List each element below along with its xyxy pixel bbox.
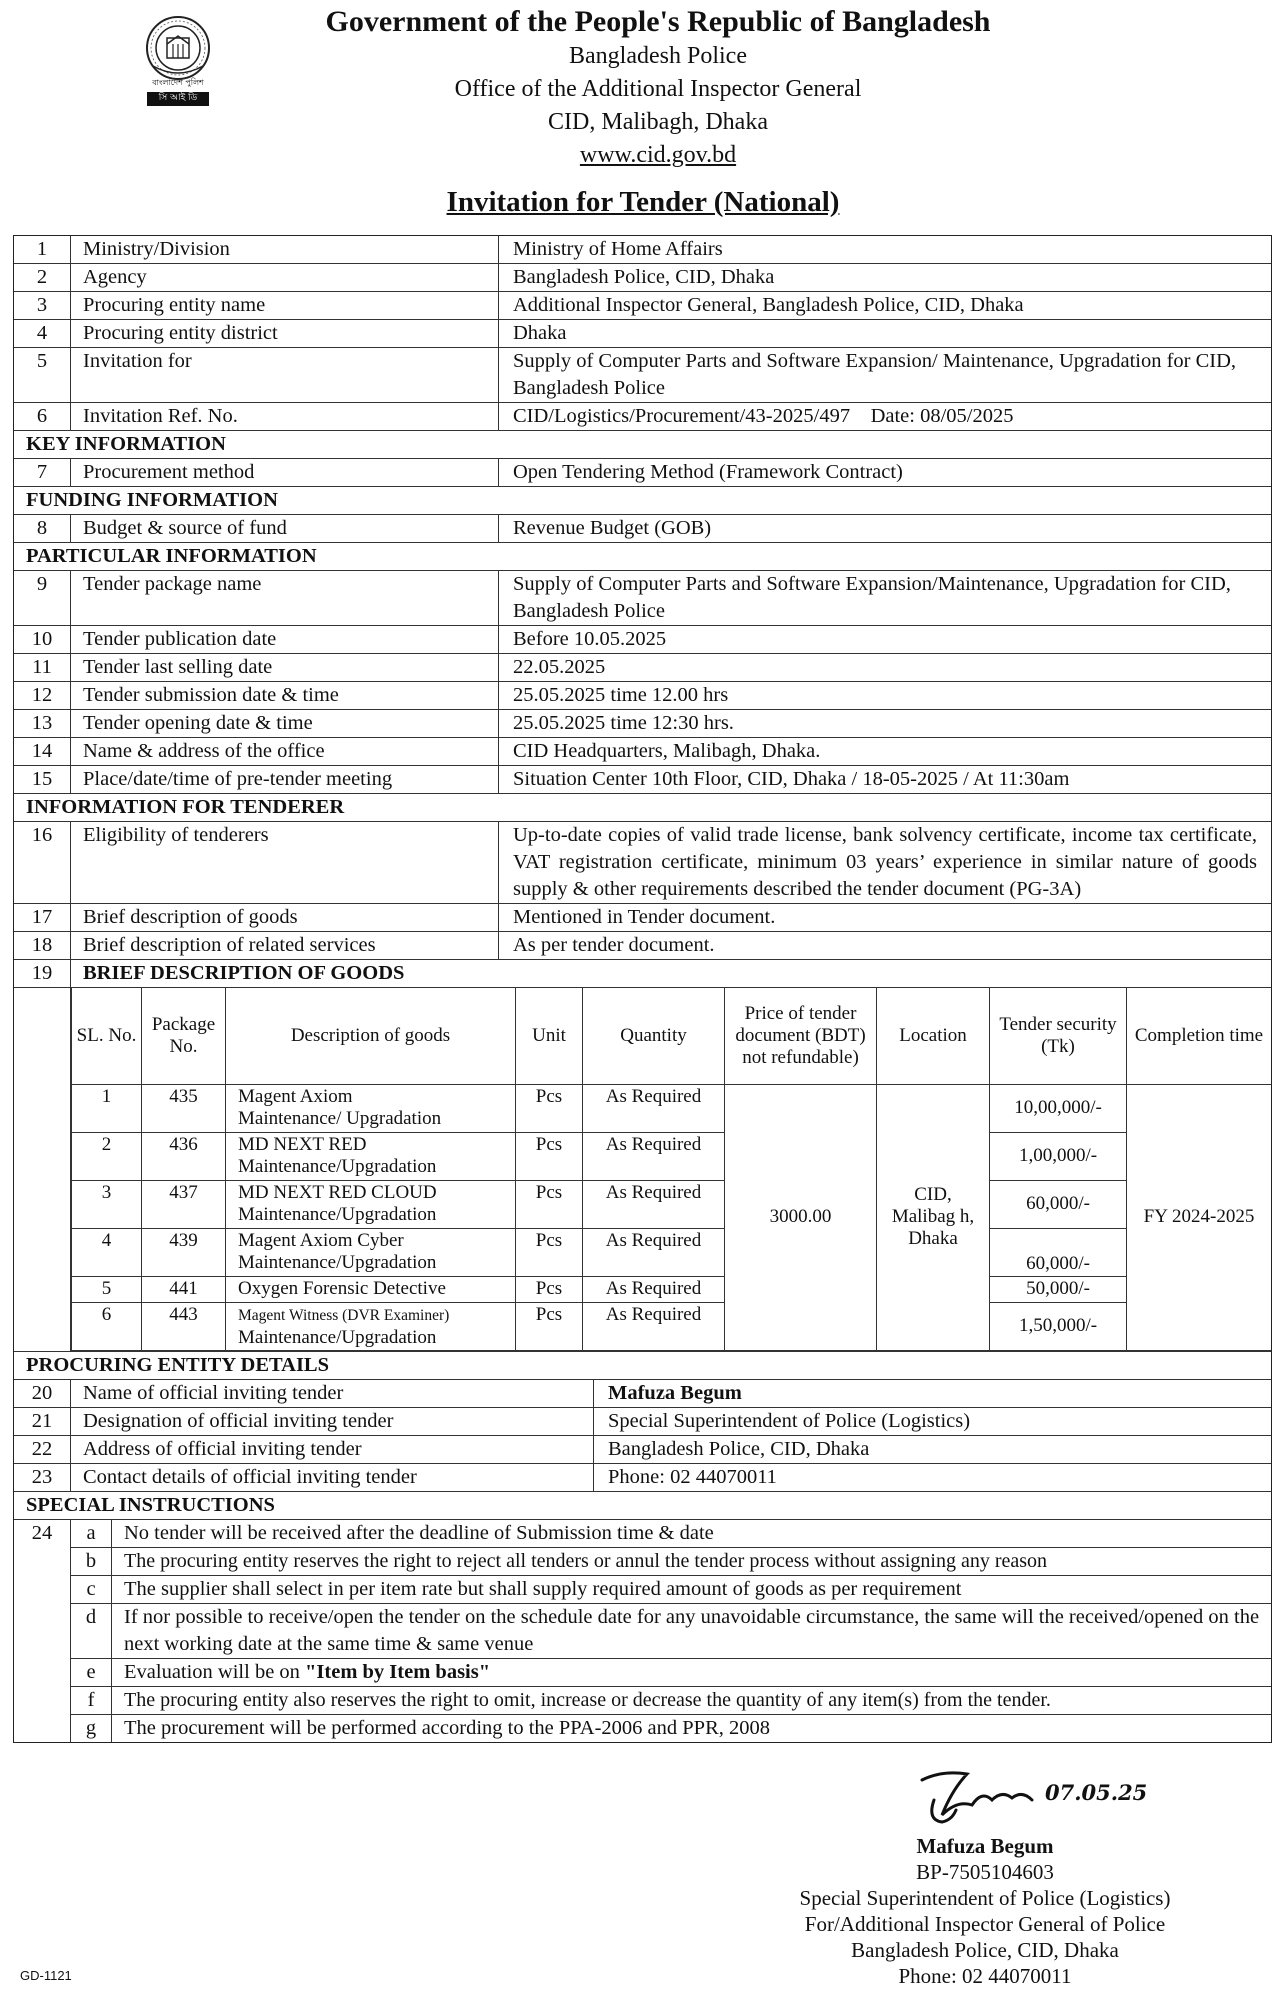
reference-date: Date: 08/05/2025 <box>870 405 1014 427</box>
table-row <box>14 571 1271 626</box>
goods-quantity: As Required <box>583 1132 725 1180</box>
goods-quantity: As Required <box>583 1180 725 1228</box>
goods-sl: 6 <box>72 1302 142 1350</box>
instruction-item <box>71 1687 1271 1715</box>
goods-security: 1,00,000/- <box>990 1132 1127 1180</box>
col-header-quantity: Quantity <box>583 988 725 1084</box>
row-label: Agency <box>71 264 499 291</box>
instruction-letter: c <box>71 1576 112 1603</box>
section-title: PARTICULAR INFORMATION <box>26 545 317 567</box>
row-number: 23 <box>14 1464 71 1491</box>
col-header-package: Package No. <box>142 988 226 1084</box>
goods-package: 441 <box>142 1276 226 1302</box>
section-title: FUNDING INFORMATION <box>26 489 278 511</box>
goods-sl: 1 <box>72 1084 142 1132</box>
signatory-phone: Phone: 02 44070011 <box>898 1964 1072 1988</box>
goods-package: 436 <box>142 1132 226 1180</box>
goods-desc-line: Magent Witness (DVR Examiner) <box>238 1306 450 1324</box>
instruction-text: The supplier shall select in per item rate but shall supply required amount of goods as per requirement <box>124 1577 962 1600</box>
row-value: 25.05.2025 time 12:30 hrs. <box>513 712 734 734</box>
goods-row <box>72 1302 1272 1350</box>
goods-unit: Pcs <box>516 1228 583 1276</box>
goods-price: 3000.00 <box>725 1084 877 1350</box>
goods-description <box>226 1302 516 1350</box>
footer-code: GD-1121 <box>20 1968 72 1983</box>
goods-security: 50,000/- <box>990 1276 1127 1302</box>
section-header <box>14 543 1271 571</box>
goods-table-wrap <box>14 988 1271 1352</box>
signatory-for: For/Additional Inspector General of Police <box>804 1912 1166 1936</box>
row-number: 24 <box>14 1520 71 1742</box>
row-number: 20 <box>14 1380 71 1407</box>
instruction-text: The procuring entity reserves the right to reject all tenders or annul the tender process without assigning any reason <box>124 1549 1048 1572</box>
tender-table <box>13 235 1272 1743</box>
row-number: 19 <box>14 960 71 987</box>
goods-unit: Pcs <box>516 1084 583 1132</box>
goods-security: 1,50,000/- <box>990 1302 1127 1350</box>
row-label: Contact details of official inviting tender <box>71 1464 594 1491</box>
goods-row <box>72 1180 1272 1228</box>
goods-header-row <box>72 988 1272 1084</box>
row-number: 8 <box>14 515 71 542</box>
col-header-sl: SL. No. <box>72 988 142 1084</box>
goods-package: 439 <box>142 1228 226 1276</box>
table-row <box>14 1464 1271 1492</box>
goods-section-title: BRIEF DESCRIPTION OF GOODS <box>83 962 405 984</box>
row-label: Brief description of goods <box>71 904 499 931</box>
goods-desc-line: Maintenance/Upgradation <box>238 1251 437 1273</box>
goods-desc-line: Maintenance/Upgradation <box>238 1155 437 1177</box>
signatory-block <box>700 1833 1270 1989</box>
goods-sl: 2 <box>72 1132 142 1180</box>
document-title: Invitation for Tender (National) <box>446 186 840 218</box>
row-number: 9 <box>14 571 71 625</box>
goods-row <box>72 1276 1272 1302</box>
section-header <box>14 487 1271 515</box>
goods-desc-line: Maintenance/ Upgradation <box>238 1107 442 1129</box>
row-label: Name of official inviting tender <box>71 1380 594 1407</box>
goods-quantity: As Required <box>583 1228 725 1276</box>
row-number: 1 <box>14 236 71 263</box>
section-header <box>14 1352 1271 1380</box>
instruction-text: The procurement will be performed according to the PPA-2006 and PPR, 2008 <box>124 1716 771 1739</box>
row-value: Supply of Computer Parts and Software Expansion/Maintenance, Upgradation for CID, Bangladesh Police <box>513 573 1231 622</box>
goods-completion: FY 2024-2025 <box>1127 1084 1272 1350</box>
row-label: Tender last selling date <box>71 654 499 681</box>
letterhead <box>230 4 1086 172</box>
instruction-text: The procuring entity also reserves the right to omit, increase or decrease the quantity of any item(s) from the tender. <box>124 1688 1051 1711</box>
table-row <box>14 822 1271 904</box>
row-label: Address of official inviting tender <box>71 1436 594 1463</box>
row-label: Invitation for <box>71 348 499 402</box>
table-row <box>14 1408 1271 1436</box>
goods-sl: 5 <box>72 1276 142 1302</box>
instruction-item <box>71 1548 1271 1576</box>
row-label: Tender publication date <box>71 626 499 653</box>
row-number: 10 <box>14 626 71 653</box>
logo-caption: বাংলাদেশ পুলিশ <box>152 78 204 87</box>
reference-number: CID/Logistics/Procurement/43-2025/497 <box>513 405 851 427</box>
goods-desc-line: Oxygen Forensic Detective <box>238 1277 446 1299</box>
goods-description <box>226 1276 516 1302</box>
table-row <box>14 515 1271 543</box>
row-number: 4 <box>14 320 71 347</box>
goods-quantity: As Required <box>583 1276 725 1302</box>
row-value: Supply of Computer Parts and Software Expansion/ Maintenance, Upgradation for CID, Bangladesh Police <box>513 350 1237 399</box>
instruction-item <box>71 1715 1271 1742</box>
col-header-description: Description of goods <box>226 988 516 1084</box>
goods-package: 435 <box>142 1084 226 1132</box>
goods-location: CID, Malibag h, Dhaka <box>877 1084 990 1350</box>
row-value: Additional Inspector General, Bangladesh Police, CID, Dhaka <box>513 294 1024 316</box>
goods-package: 443 <box>142 1302 226 1350</box>
table-row <box>14 682 1271 710</box>
row-number: 7 <box>14 459 71 486</box>
row-value: Dhaka <box>513 322 567 344</box>
table-row <box>14 292 1271 320</box>
goods-desc-line: Magent Axiom Cyber <box>238 1229 404 1251</box>
table-row <box>14 626 1271 654</box>
row-value: Bangladesh Police, CID, Dhaka <box>513 266 775 288</box>
goods-desc-line: Maintenance/Upgradation <box>238 1326 437 1348</box>
row-label: Procuring entity district <box>71 320 499 347</box>
row-label: Tender package name <box>71 571 499 625</box>
goods-unit: Pcs <box>516 1302 583 1350</box>
row-label: Procuring entity name <box>71 292 499 319</box>
address-line: CID, Malibagh, Dhaka <box>548 109 768 135</box>
signatory-name: Mafuza Begum <box>916 1834 1054 1858</box>
table-row <box>14 932 1271 960</box>
goods-package: 437 <box>142 1180 226 1228</box>
row-label: Place/date/time of pre-tender meeting <box>71 766 499 793</box>
instruction-text: If nor possible to receive/open the tender on the schedule date for any unavoidable circumstance, the same will the received/opened on the next working date at the same time & same venue <box>124 1605 1260 1655</box>
instruction-text: No tender will be received after the deadline of Submission time & date <box>124 1521 714 1544</box>
row-number: 2 <box>14 264 71 291</box>
col-header-unit: Unit <box>516 988 583 1084</box>
table-row <box>14 320 1271 348</box>
instruction-letter: a <box>71 1520 112 1547</box>
section-header <box>14 794 1271 822</box>
table-row <box>14 264 1271 292</box>
row-label: Budget & source of fund <box>71 515 499 542</box>
table-row <box>14 904 1271 932</box>
col-header-completion: Completion time <box>1127 988 1272 1084</box>
instruction-item <box>71 1604 1271 1659</box>
goods-unit: Pcs <box>516 1132 583 1180</box>
instruction-letter: g <box>71 1715 112 1742</box>
table-row <box>14 348 1271 403</box>
goods-desc-line: MD NEXT RED <box>238 1133 367 1155</box>
instruction-letter: d <box>71 1604 112 1658</box>
row-number: 16 <box>14 822 71 903</box>
special-instructions <box>14 1520 1271 1742</box>
row-value: Ministry of Home Affairs <box>513 238 723 260</box>
col-header-price: Price of tender document (BDT) not refundable) <box>725 988 877 1084</box>
goods-description <box>226 1180 516 1228</box>
row-number: 5 <box>14 348 71 402</box>
row-value: Before 10.05.2025 <box>513 628 667 650</box>
row-value: 22.05.2025 <box>513 656 606 678</box>
row-number: 3 <box>14 292 71 319</box>
goods-description <box>226 1132 516 1180</box>
signatory-designation: Special Superintendent of Police (Logistics) <box>799 1886 1171 1910</box>
table-row <box>14 459 1271 487</box>
table-row <box>14 236 1271 264</box>
table-row <box>14 766 1271 794</box>
row-label: Ministry/Division <box>71 236 499 263</box>
row-number: 21 <box>14 1408 71 1435</box>
goods-description <box>226 1228 516 1276</box>
instruction-item <box>71 1576 1271 1604</box>
table-row <box>14 403 1271 431</box>
goods-desc-line: Magent Axiom <box>238 1085 353 1107</box>
goods-security: 60,000/- <box>990 1180 1127 1228</box>
goods-indent <box>14 988 71 1351</box>
instruction-letter: e <box>71 1659 112 1686</box>
row-value <box>499 403 1271 430</box>
row-number: 13 <box>14 710 71 737</box>
goods-description <box>226 1084 516 1132</box>
row-number: 14 <box>14 738 71 765</box>
government-title: Government of the People's Republic of Bangladesh <box>325 5 991 38</box>
instruction-letter: f <box>71 1687 112 1714</box>
section-title: KEY INFORMATION <box>26 433 226 455</box>
row-value: As per tender document. <box>513 934 715 956</box>
office-line: Office of the Additional Inspector General <box>454 76 862 102</box>
goods-unit: Pcs <box>516 1180 583 1228</box>
goods-unit: Pcs <box>516 1276 583 1302</box>
row-label: Tender submission date & time <box>71 682 499 709</box>
row-value: Situation Center 10th Floor, CID, Dhaka / 18-05-2025 / At 11:30am <box>513 768 1070 790</box>
goods-desc-line: MD NEXT RED CLOUD <box>238 1181 437 1203</box>
row-number: 6 <box>14 403 71 430</box>
instruction-item <box>71 1659 1271 1687</box>
row-value: Open Tendering Method (Framework Contract) <box>513 461 903 483</box>
goods-quantity: As Required <box>583 1302 725 1350</box>
goods-quantity: As Required <box>583 1084 725 1132</box>
row-number: 17 <box>14 904 71 931</box>
row-label: Designation of official inviting tender <box>71 1408 594 1435</box>
row-label: Tender opening date & time <box>71 710 499 737</box>
table-row <box>14 1380 1271 1408</box>
instruction-item <box>71 1520 1271 1548</box>
section-header <box>14 431 1271 459</box>
goods-row <box>72 1228 1272 1276</box>
section-title: PROCURING ENTITY DETAILS <box>26 1353 329 1376</box>
table-row <box>14 738 1271 766</box>
signatory-office: Bangladesh Police, CID, Dhaka <box>851 1938 1119 1962</box>
row-label: Brief description of related services <box>71 932 499 959</box>
goods-sl: 4 <box>72 1228 142 1276</box>
row-number: 12 <box>14 682 71 709</box>
section-title: SPECIAL INSTRUCTIONS <box>26 1493 275 1516</box>
instruction-text <box>112 1659 1271 1686</box>
row-value: Revenue Budget (GOB) <box>513 517 712 539</box>
row-value: Mafuza Begum <box>608 1381 742 1404</box>
row-number: 11 <box>14 654 71 681</box>
signature-date: 07.05.25 <box>1045 1780 1148 1805</box>
section-header <box>14 1492 1271 1520</box>
website-link[interactable]: www.cid.gov.bd <box>579 142 737 168</box>
col-header-location: Location <box>877 988 990 1084</box>
row-value: Bangladesh Police, CID, Dhaka <box>608 1437 870 1460</box>
row-label: Eligibility of tenderers <box>71 822 499 903</box>
row-label: Name & address of the office <box>71 738 499 765</box>
instruction-letter: b <box>71 1548 112 1575</box>
department-line: Bangladesh Police <box>569 43 747 69</box>
row-value: 25.05.2025 time 12.00 hrs <box>513 684 729 706</box>
goods-desc-line: Maintenance/Upgradation <box>238 1203 437 1225</box>
row-number: 22 <box>14 1436 71 1463</box>
logo-tag: সি আই ডি <box>158 93 198 103</box>
col-header-security: Tender security (Tk) <box>990 988 1127 1084</box>
goods-sl: 3 <box>72 1180 142 1228</box>
instruction-list <box>71 1520 1271 1742</box>
table-row <box>14 960 1271 988</box>
row-value: Phone: 02 44070011 <box>608 1465 777 1488</box>
table-row <box>14 710 1271 738</box>
table-row <box>14 1436 1271 1464</box>
goods-row <box>72 1132 1272 1180</box>
goods-security: 10,00,000/- <box>990 1084 1127 1132</box>
row-value: Mentioned in Tender document. <box>513 906 776 928</box>
goods-table <box>71 988 1271 1351</box>
instruction-text-part: Evaluation will be on <box>124 1660 306 1683</box>
row-number: 18 <box>14 932 71 959</box>
row-value: CID Headquarters, Malibagh, Dhaka. <box>513 740 821 762</box>
table-row <box>14 654 1271 682</box>
row-label: Invitation Ref. No. <box>71 403 499 430</box>
row-number: 15 <box>14 766 71 793</box>
section-title: INFORMATION FOR TENDERER <box>26 796 345 818</box>
goods-row <box>72 1084 1272 1132</box>
goods-security: 60,000/- <box>990 1228 1127 1276</box>
row-value: Up-to-date copies of valid trade license, bank solvency certificate, income tax certificate, VAT registration certificate, minimum 03 years’ experience in similar nature of goods supply & other requirements described the tender document (PG-3A) <box>513 824 1257 900</box>
signatory-bp: BP-7505104603 <box>916 1860 1054 1884</box>
row-label: Procurement method <box>71 459 499 486</box>
row-value: Special Superintendent of Police (Logistics) <box>608 1409 971 1432</box>
instruction-text-emphasis: "Item by Item basis" <box>305 1660 491 1683</box>
